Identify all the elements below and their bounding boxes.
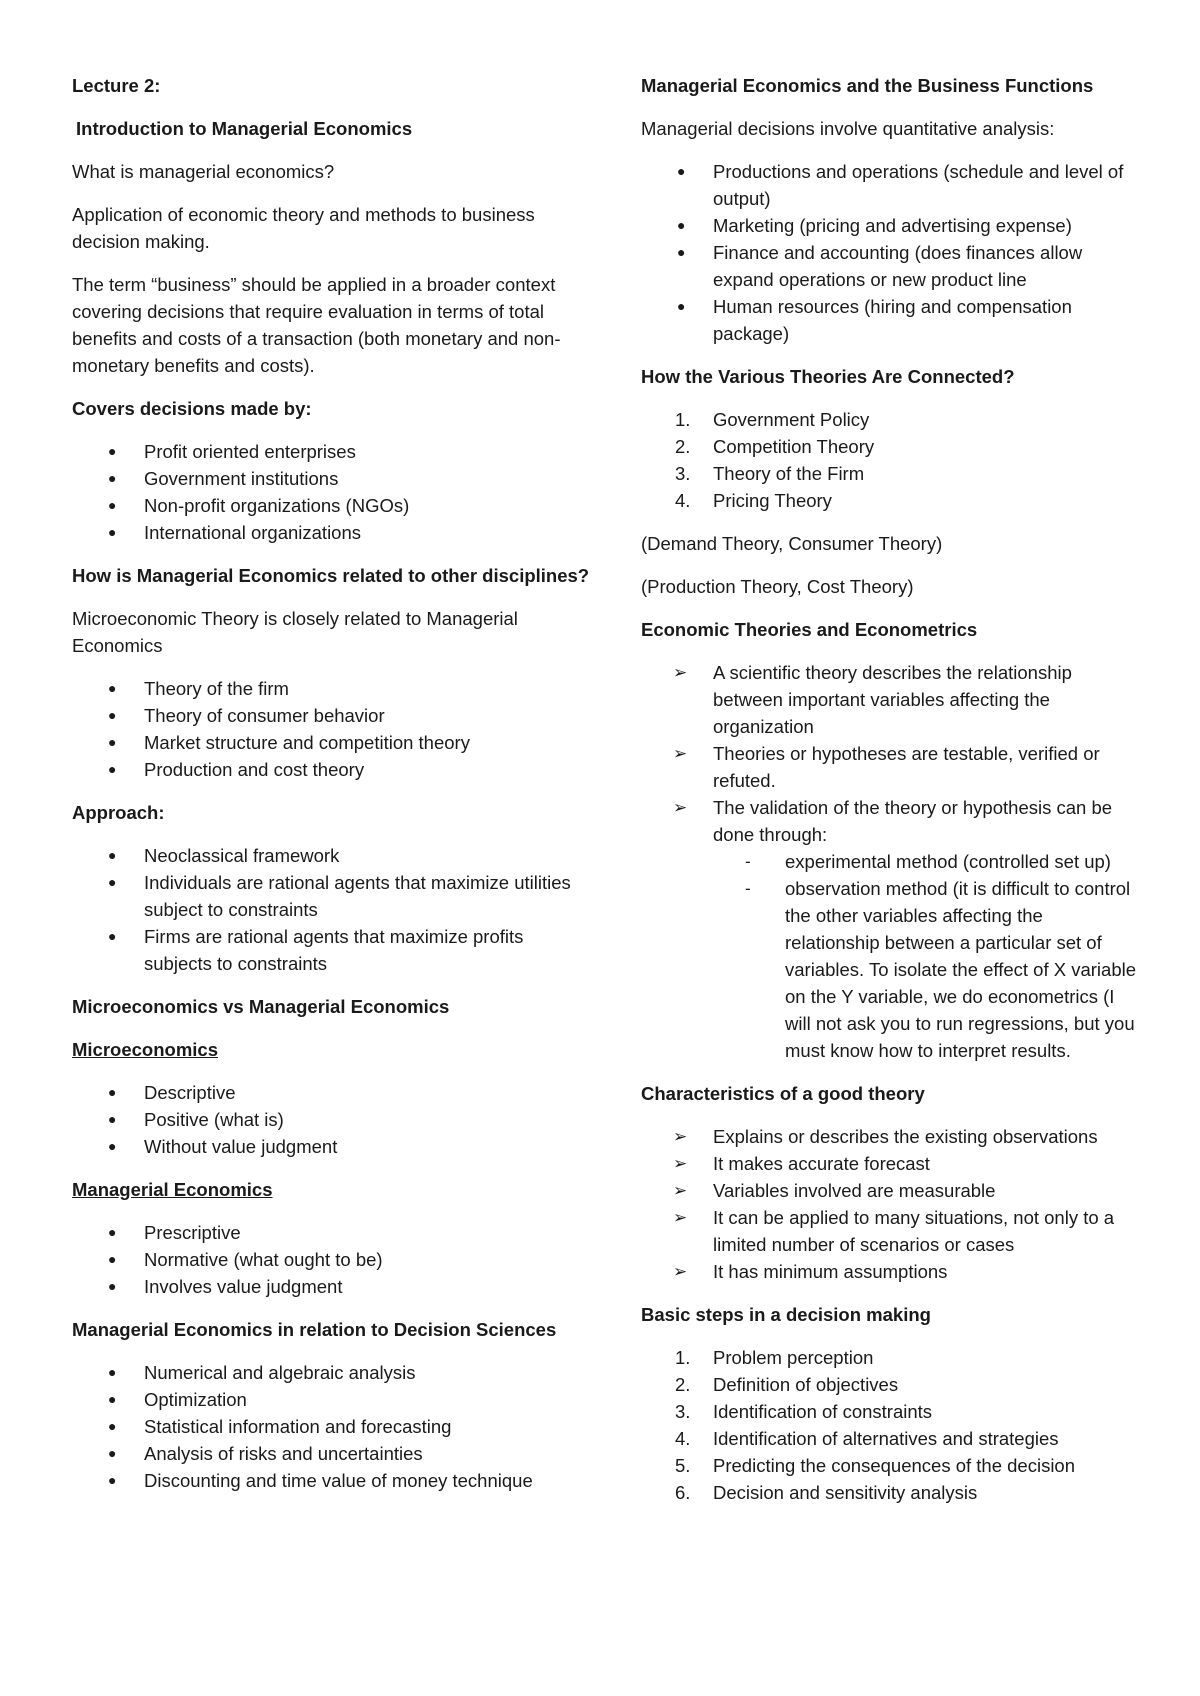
decision-steps-list (641, 1344, 1141, 1506)
business-functions-list (641, 158, 1141, 347)
list-item (641, 1371, 1141, 1398)
bullet-icon: ● (108, 1224, 117, 1240)
list-item: ➢ Theories or hypotheses are testable, verified or refuted. (641, 740, 1141, 794)
list-number: 1. (675, 409, 691, 430)
econometrics-list (641, 659, 1141, 1064)
dash-marker: - (745, 879, 751, 898)
list-item (641, 1150, 1141, 1177)
list-item (641, 1344, 1141, 1371)
bullet-icon: ● (108, 524, 117, 540)
arrow-bullet-icon: ➢ (673, 798, 688, 817)
list-item-text: Discounting and time value of money technique (144, 1470, 533, 1491)
list-number: 2. (675, 1374, 691, 1395)
bullet-icon: ● (677, 298, 686, 314)
bullet-icon: ● (677, 163, 686, 179)
managerial-economics-label: Managerial Economics (72, 1179, 273, 1200)
list-item (641, 406, 1141, 433)
validation-methods-list (641, 848, 1141, 1064)
list-item (72, 923, 592, 977)
right-column (641, 72, 1141, 1522)
list-item (72, 1246, 592, 1273)
list-item-text: Normative (what ought to be) (144, 1249, 383, 1270)
list-item (72, 756, 592, 783)
list-item (641, 158, 1141, 212)
business-functions-text: Managerial decisions involve quantitative analysis: (641, 118, 1055, 139)
good-theory-list (641, 1123, 1141, 1285)
list-item (72, 492, 592, 519)
micro-text: Microeconomic Theory is closely related to Managerial Economics (72, 608, 518, 656)
list-item-text: It makes accurate forecast (713, 1153, 930, 1174)
bullet-icon: ● (108, 1472, 117, 1488)
bullet-icon: ● (677, 244, 686, 260)
list-item-text: Non-profit organizations (NGOs) (144, 495, 410, 516)
bullet-icon: ● (108, 1364, 117, 1380)
list-item: ➢ The validation of the theory or hypothesis can be done through: - experimental method (controlled set up) - observation method (it is difficult to control the other variables affecting the relationship between a particular set of variables. To isolate the effect of X variable on the Y variable, we do econometrics (I will not ask you to run regressions, but you must know how to interpret results. (641, 794, 1141, 1064)
list-item (641, 1452, 1141, 1479)
list-item (72, 465, 592, 492)
decision-steps-heading: Basic steps in a decision making (641, 1304, 931, 1325)
list-item (72, 1273, 592, 1300)
list-item: - observation method (it is difficult to control the other variables affecting the relationship between a particular set of variables. To isolate the effect of X variable on the Y variable, we do econometrics (I will not ask you to run regressions, but you must know how to interpret results. (641, 875, 1141, 1064)
arrow-bullet-icon: ➢ (673, 744, 688, 763)
list-item (72, 1079, 592, 1106)
list-item-text: Prescriptive (144, 1222, 241, 1243)
question-text: What is managerial economics? (72, 161, 335, 182)
list-item-text: Without value judgment (144, 1136, 338, 1157)
decision-sciences-list (72, 1359, 592, 1494)
list-item-text: Human resources (hiring and compensation package) (713, 296, 1072, 344)
list-item-text: Finance and accounting (does finances allow expand operations or new product line (713, 242, 1083, 290)
microeconomics-list (72, 1079, 592, 1160)
list-item (641, 1479, 1141, 1506)
bullet-icon: ● (108, 1445, 117, 1461)
bullet-icon: ● (108, 1251, 117, 1267)
list-item-text: Firms are rational agents that maximize profits subjects to constraints (144, 926, 524, 974)
bullet-icon: ● (108, 847, 117, 863)
good-theory-heading: Characteristics of a good theory (641, 1083, 925, 1104)
list-item (72, 675, 592, 702)
covers-heading: Covers decisions made by: (72, 398, 312, 419)
list-number: 3. (675, 463, 691, 484)
list-item-text: It has minimum assumptions (713, 1261, 948, 1282)
micro-list (72, 675, 592, 783)
related-heading: How is Managerial Economics related to other disciplines? (72, 565, 590, 586)
list-item: - experimental method (controlled set up) (641, 848, 1141, 875)
list-item-text: Theory of the Firm (713, 463, 865, 484)
list-item: ➢ A scientific theory describes the relationship between important variables affecting the organization (641, 659, 1141, 740)
list-item-text: Problem perception (713, 1347, 874, 1368)
list-number: 1. (675, 1347, 691, 1368)
lecture-label: Lecture 2: (72, 75, 161, 96)
list-item (72, 729, 592, 756)
list-item-text: Analysis of risks and uncertainties (144, 1443, 423, 1464)
arrow-bullet-icon: ➢ (673, 1208, 688, 1227)
list-number: 2. (675, 436, 691, 457)
bullet-icon: ● (108, 497, 117, 513)
list-item (641, 293, 1141, 347)
list-item-text: It can be applied to many situations, not only to a limited number of scenarios or cases (713, 1207, 1115, 1255)
lecture-title: Introduction to Managerial Economics (76, 118, 413, 139)
bullet-icon: ● (108, 1391, 117, 1407)
list-item (641, 460, 1141, 487)
bullet-icon: ● (108, 734, 117, 750)
list-item-text: Theory of consumer behavior (144, 705, 385, 726)
list-item-text: Explains or describes the existing observations (713, 1126, 1098, 1147)
list-item (72, 842, 592, 869)
list-item (72, 1219, 592, 1246)
managerial-economics-list (72, 1219, 592, 1300)
arrow-bullet-icon: ➢ (673, 1154, 688, 1173)
business-term-text: The term “business” should be applied in a broader context covering decisions that require evaluation in terms of total benefits and costs of a transaction (both monetary and non-monetary benefits and costs). (72, 274, 561, 376)
demand-consumer-text: (Demand Theory, Consumer Theory) (641, 533, 943, 554)
list-item-text: Productions and operations (schedule and level of output) (713, 161, 1124, 209)
list-item (72, 869, 592, 923)
microeconomics-label: Microeconomics (72, 1039, 218, 1060)
list-item-text: Individuals are rational agents that maximize utilities subject to constraints (144, 872, 571, 920)
list-item-text: Variables involved are measurable (713, 1180, 996, 1201)
list-item (641, 1177, 1141, 1204)
list-item-text: Market structure and competition theory (144, 732, 470, 753)
list-item-text: Competition Theory (713, 436, 875, 457)
list-item (641, 1398, 1141, 1425)
bullet-icon: ● (108, 707, 117, 723)
list-item (641, 487, 1141, 514)
bullet-icon: ● (108, 761, 117, 777)
list-item (72, 1467, 592, 1494)
list-item-text: Marketing (pricing and advertising expense) (713, 215, 1072, 236)
list-item (72, 438, 592, 465)
list-item-text: Statistical information and forecasting (144, 1416, 452, 1437)
list-item (641, 1123, 1141, 1150)
list-item (72, 1413, 592, 1440)
list-item-text: Identification of alternatives and strategies (713, 1428, 1059, 1449)
list-item (641, 1258, 1141, 1285)
list-item-text: Identification of constraints (713, 1401, 933, 1422)
list-item (641, 433, 1141, 460)
arrow-bullet-icon: ➢ (673, 663, 688, 682)
list-item (641, 1425, 1141, 1452)
list-item-text: Decision and sensitivity analysis (713, 1482, 978, 1503)
approach-list (72, 842, 592, 977)
dash-marker: - (745, 852, 751, 871)
list-number: 5. (675, 1455, 691, 1476)
bullet-icon: ● (108, 928, 117, 944)
left-column (72, 72, 592, 1510)
list-item-text: Descriptive (144, 1082, 236, 1103)
bullet-icon: ● (108, 443, 117, 459)
list-item (72, 702, 592, 729)
covers-list (72, 438, 592, 546)
list-number: 4. (675, 490, 691, 511)
bullet-icon: ● (108, 1111, 117, 1127)
bullet-icon: ● (677, 217, 686, 233)
bullet-icon: ● (108, 1418, 117, 1434)
approach-heading: Approach: (72, 802, 165, 823)
list-number: 3. (675, 1401, 691, 1422)
list-item (72, 1359, 592, 1386)
bullet-icon: ● (108, 1084, 117, 1100)
arrow-bullet-icon: ➢ (673, 1181, 688, 1200)
list-item-text: Theory of the firm (144, 678, 289, 699)
bullet-icon: ● (108, 1278, 117, 1294)
list-item-text: Government institutions (144, 468, 339, 489)
production-cost-text: (Production Theory, Cost Theory) (641, 576, 914, 597)
list-item (72, 1440, 592, 1467)
list-item-text: Profit oriented enterprises (144, 441, 356, 462)
list-item-text: Government Policy (713, 409, 870, 430)
list-item-text: Neoclassical framework (144, 845, 340, 866)
list-item-text: Predicting the consequences of the decision (713, 1455, 1076, 1476)
business-functions-heading: Managerial Economics and the Business Functions (641, 75, 1094, 96)
list-item-text: Positive (what is) (144, 1109, 284, 1130)
list-item (72, 1386, 592, 1413)
connected-list (641, 406, 1141, 514)
econometrics-heading: Economic Theories and Econometrics (641, 619, 978, 640)
list-number: 4. (675, 1428, 691, 1449)
arrow-bullet-icon: ➢ (673, 1127, 688, 1146)
list-item-text: Optimization (144, 1389, 247, 1410)
list-item (641, 239, 1141, 293)
list-item (72, 1106, 592, 1133)
list-item (641, 1204, 1141, 1258)
bullet-icon: ● (108, 470, 117, 486)
vs-heading: Microeconomics vs Managerial Economics (72, 996, 450, 1017)
bullet-icon: ● (108, 1138, 117, 1154)
list-number: 6. (675, 1482, 691, 1503)
definition-text: Application of economic theory and methods to business decision making. (72, 204, 535, 252)
bullet-icon: ● (108, 680, 117, 696)
list-item-text: Involves value judgment (144, 1276, 343, 1297)
list-item (72, 1133, 592, 1160)
connected-heading: How the Various Theories Are Connected? (641, 366, 1015, 387)
list-item-text: Numerical and algebraic analysis (144, 1362, 416, 1383)
list-item-text: Pricing Theory (713, 490, 832, 511)
list-item (72, 519, 592, 546)
decision-sciences-heading: Managerial Economics in relation to Decision Sciences (72, 1319, 557, 1340)
list-item (641, 212, 1141, 239)
bullet-icon: ● (108, 874, 117, 890)
arrow-bullet-icon: ➢ (673, 1262, 688, 1281)
list-item-text: Production and cost theory (144, 759, 365, 780)
list-item-text: Definition of objectives (713, 1374, 899, 1395)
list-item-text: International organizations (144, 522, 362, 543)
